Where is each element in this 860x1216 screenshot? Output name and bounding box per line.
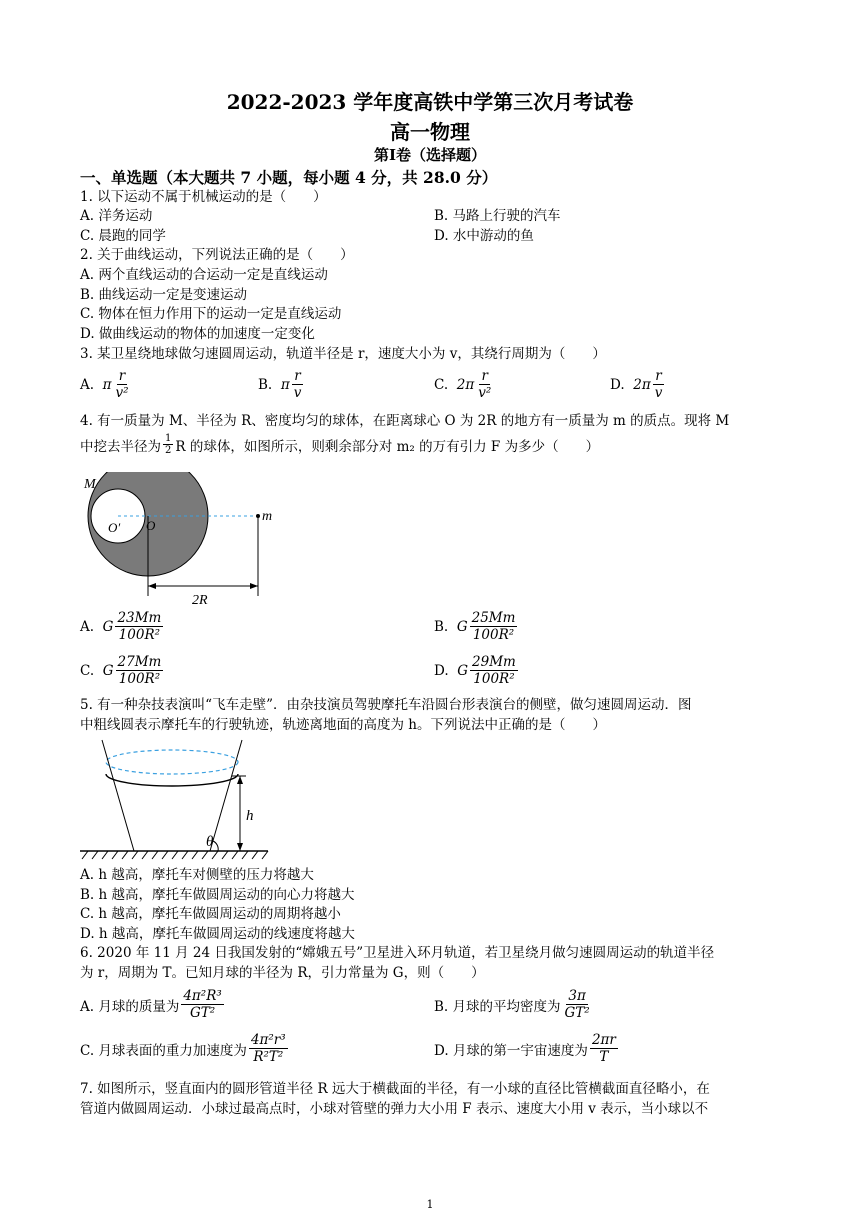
q4-option-a: A. G $\frac{23Mm}{\text{100R²}}$ — [80, 610, 162, 643]
q2-option-b: B. 曲线运动一定是变速运动 — [80, 287, 248, 303]
fraction: $\frac{r}{\text{v²}}$ — [115, 368, 129, 401]
q5-option-c: C. h 越高，摩托车做圆周运动的周期将越小 — [80, 906, 341, 922]
fraction: $\frac{3\pi}{\text{GT²}}$ — [564, 988, 590, 1021]
q3-option-c: C. 2π $\frac{r}{\text{v²}}$ — [434, 368, 492, 401]
label-m: m — [262, 509, 273, 524]
q1-option-a: A. 洋务运动 — [80, 208, 153, 224]
fraction: $\frac{29Mm}{\text{100R²}}$ — [472, 654, 516, 687]
q7-stem-line1: 7. 如图所示，竖直面内的圆形管道半径 R 远大于横截面的半径，有一小球的直径比管横截面直径略小，在 — [80, 1081, 710, 1097]
q4-option-c: C. G $\frac{27Mm}{\text{100R²}}$ — [80, 654, 162, 687]
height-arrow-up — [237, 776, 243, 784]
fraction: $\frac{27Mm}{\text{100R²}}$ — [117, 654, 162, 687]
fraction: $\frac{r}{v}$ — [293, 368, 302, 401]
q4-stem-line2: 中挖去半径为 $\frac{1}{2}$ R 的球体，如图所示，则剩余部分对 m₂ 的万有引力 F 为多少（ ） — [80, 433, 600, 456]
angle-arc — [213, 841, 218, 851]
q4-option-b: B. G $\frac{25Mm}{\text{100R²}}$ — [434, 610, 516, 643]
arrow-left — [148, 583, 156, 589]
q1-option-c: C. 晨跑的同学 — [80, 228, 166, 244]
q2-option-d: D. 做曲线运动的物体的加速度一定变化 — [80, 326, 315, 342]
q5-option-b: B. h 越高，摩托车做圆周运动的向心力将越大 — [80, 887, 355, 903]
q6-stem-line1: 6. 2020 年 11 月 24 日我国发射的“嫦娥五号”卫星进入环月轨道，若卫星绕月做匀速圆周运动的轨道半径 — [80, 945, 715, 961]
exam-title: 2022-2023 学年度高铁中学第三次月考试卷 — [226, 90, 634, 114]
fraction: $\frac{2\pi r}{T}$ — [591, 1032, 616, 1065]
label-O: O — [146, 518, 156, 533]
q1-stem: 1. 以下运动不属于机械运动的是（ ） — [80, 189, 327, 205]
exam-subject: 高一物理 — [390, 120, 470, 144]
q4-stem-line1: 4. 有一质量为 M、半径为 R、密度均匀的球体，在距离球心 O 为 2R 的地方有一质量为 m 的质点。现将 M — [80, 413, 730, 429]
label-h: h — [246, 808, 254, 824]
q6-option-b: B. 月球的平均密度为 $\frac{3\pi}{\text{GT²}}$ — [434, 988, 590, 1021]
height-arrow-down — [237, 843, 243, 851]
track-dashed-upper — [106, 750, 238, 774]
q2-option-c: C. 物体在恒力作用下的运动一定是直线运动 — [80, 306, 342, 322]
track-solid-lower — [106, 774, 238, 786]
q6-option-a: A. 月球的质量为 $\frac{\text{4π²R³}}{\text{GT²}}$ — [80, 988, 222, 1021]
sphere-cavity-figure — [80, 472, 280, 612]
cone-track-figure — [80, 738, 270, 862]
fraction: $\frac{\text{4π²r³}}{\text{R²T²}}$ — [250, 1032, 286, 1065]
fraction: $\frac{25Mm}{\text{100R²}}$ — [471, 610, 516, 643]
page-number: 1 — [426, 1198, 434, 1211]
q6-stem-line2: 为 r，周期为 T。已知月球的半径为 R，引力常量为 G，则（ ） — [80, 965, 485, 981]
q3-option-a: A. π $\frac{r}{\text{v²}}$ — [80, 368, 129, 401]
label-O-prime: O′ — [108, 520, 121, 535]
q3-option-b: B. π $\frac{r}{v}$ — [258, 368, 302, 401]
q7-stem-line2: 管道内做圆周运动．小球过最高点时，小球对管壁的弹力大小用 F 表示、速度大小用 v 表示，当小球以不 — [80, 1101, 709, 1117]
volume-heading: 第Ⅰ卷（选择题） — [373, 146, 487, 164]
q2-stem: 2. 关于曲线运动，下列说法正确的是（ ） — [80, 247, 354, 263]
fraction: $\frac{\text{4π²R³}}{\text{GT²}}$ — [183, 988, 222, 1021]
label-2R: 2R — [192, 593, 208, 608]
q2-option-a: A. 两个直线运动的合运动一定是直线运动 — [80, 267, 328, 283]
cone-right-wall — [210, 740, 242, 851]
q6-option-c: C. 月球表面的重力加速度为 $\frac{\text{4π²r³}}{\text{R²T²}}$ — [80, 1032, 286, 1065]
q3-option-d: D. 2π $\frac{r}{v}$ — [610, 368, 663, 401]
fraction: $\frac{r}{\text{v²}}$ — [478, 368, 492, 401]
q4-option-d: D. G $\frac{29Mm}{\text{100R²}}$ — [434, 654, 516, 687]
q5-option-a: A. h 越高，摩托车对侧壁的压力将越大 — [80, 867, 314, 883]
ground-hatching — [82, 851, 268, 859]
q5-stem-line2: 中粗线圆表示摩托车的行驶轨迹，轨迹离地面的高度为 h。下列说法中正确的是（ ） — [80, 717, 606, 733]
fraction: $\frac{r}{v}$ — [654, 368, 663, 401]
label-theta: θ — [206, 834, 214, 850]
cone-left-wall — [102, 740, 134, 851]
q5-option-d: D. h 越高，摩托车做圆周运动的线速度将越大 — [80, 926, 355, 942]
label-M: M — [84, 477, 96, 492]
q1-option-d: D. 水中游动的鱼 — [434, 228, 534, 244]
q1-option-b: B. 马路上行驶的汽车 — [434, 208, 561, 224]
q5-stem-line1: 5. 有一种杂技表演叫“飞车走壁”．由杂技演员驾驶摩托车沿圆台形表演台的侧壁，做匀速圆周运动．图 — [80, 697, 692, 713]
q3-stem: 3. 某卫星绕地球做匀速圆周运动，轨道半径是 r，速度大小为 v，其绕行周期为（ ） — [80, 346, 606, 362]
option-label: A. — [80, 376, 95, 393]
section-heading: 一、单选题（本大题共 7 小题，每小题 4 分，共 28.0 分） — [80, 168, 498, 187]
fraction: $\frac{23Mm}{\text{100R²}}$ — [117, 610, 162, 643]
q6-option-d: D. 月球的第一宇宙速度为 $\frac{2\pi r}{T}$ — [434, 1032, 616, 1065]
arrow-right — [250, 583, 258, 589]
